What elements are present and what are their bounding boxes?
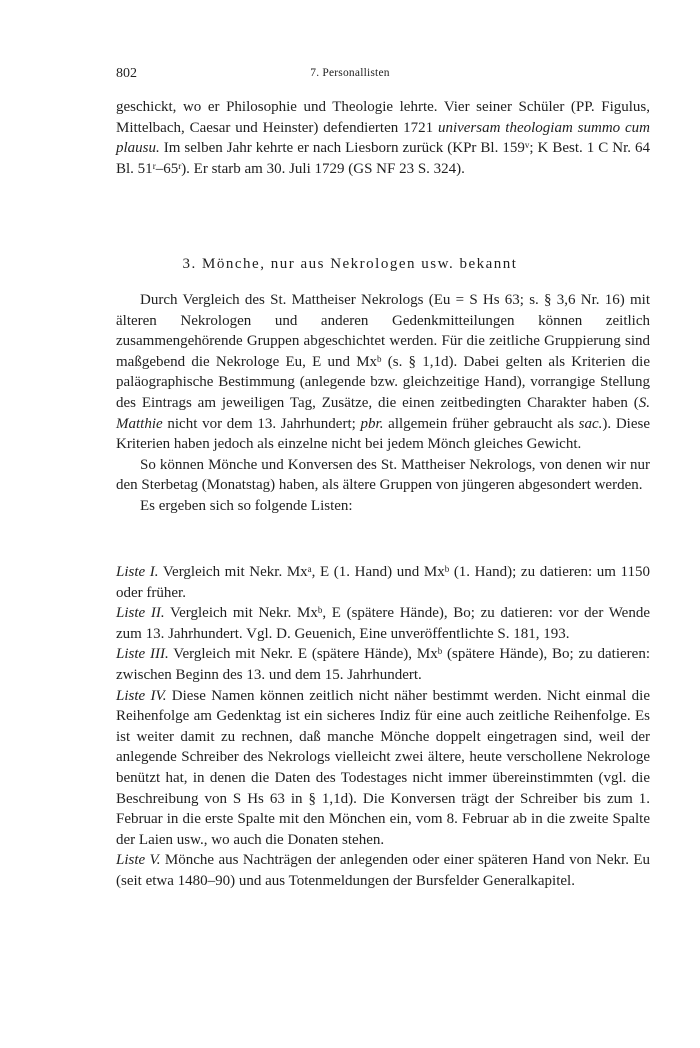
- text-run: , E (spätere Hände), Bo; zu datieren: vor der Wende zum 13. Jahrhundert. Vgl. D. Geuenich, Eine unveröffentlichte S. 181, 193.: [116, 605, 650, 642]
- text-run: (1. Hand); zu datieren: um 1150 oder früher.: [116, 564, 651, 601]
- superscript: b: [437, 646, 443, 657]
- list-label: Liste V.: [116, 852, 161, 869]
- text-run: Durch Vergleich des St. Mattheiser Nekrologs (Eu = S Hs 63; s. § 3,6 Nr. 16) mit älteren Nekrologen und anderen Gedenkmitteilungen können zeitlich zusammengehörende Gruppen abgeschichtet werden. Für die zeitliche Gruppierung sind maßgebend die Nekrologe Eu, E und Mx: [116, 292, 650, 370]
- text-run: Vergleich mit Nekr. E (spätere Hände), Mx: [168, 646, 438, 663]
- text-run: –65: [155, 160, 179, 177]
- list-item-4: [116, 686, 650, 851]
- text-run: allgemein früher gebraucht als: [383, 415, 579, 432]
- text-run: (s. § 1,1d). Dabei gelten als Kriterien die paläographische Bestimmung (anlegende bzw. gleichzeitige Hand), vorrangige Stellung des Eintrags am jeweiligen Tag, Zusätze, die einen zeitbedingten Charakter haben (: [116, 353, 650, 411]
- list-label: Liste IV.: [116, 687, 167, 704]
- list-label: Liste II.: [116, 605, 165, 622]
- list-item-5: [116, 850, 650, 891]
- superscript: v: [524, 140, 530, 151]
- superscript: a: [307, 563, 312, 574]
- list-item-3: [116, 644, 650, 685]
- text-run: nicht vor dem 13. Jahrhundert;: [162, 415, 361, 432]
- superscript: r: [152, 160, 156, 171]
- continued-paragraph: [116, 97, 650, 179]
- text-run: Vergleich mit Nekr. Mx: [164, 605, 318, 622]
- text-run: , E (1. Hand) und Mx: [311, 564, 445, 580]
- section-heading: 3. Mönche, nur aus Nekrologen usw. bekannt: [182, 256, 518, 272]
- text-run: Vergleich mit Nekr. Mx: [158, 564, 308, 580]
- page-number: 802: [116, 66, 137, 81]
- text-run: ). Diese Kriterien haben jedoch als einzelne nicht bei jedem Mönch gleiches Gewicht.: [116, 415, 650, 453]
- intro-text: [116, 290, 650, 517]
- list-label: Liste III.: [116, 646, 169, 663]
- body-paragraph: [116, 290, 650, 455]
- text-run: Diese Namen können zeitlich nicht näher bestimmt werden. Nicht einmal die Reihenfolge am Gedenktag ist ein sicheres Indiz für eine auch zeitliche Reihenfolge. Es ist weiter damit zu rechnen, daß manche Mönche doppelt eingetragen sind, weil der anlegende Schreiber des Nekrologs vielleicht zwei ältere, heute verschollene Nekrologe benützt hat, in denen die Daten des Todestages nicht immer übereinstimmten (vgl. die Beschreibung von S Hs 63 in § 1,1d). Die Konversen trägt der Schreiber bis zum 1. Februar in die erste Spalte mit den Mönchen ein, vom 8. Februar ab in die zweite Spalte der Laien usw., wo auch die Donaten stehen.: [116, 687, 650, 848]
- italic-text: pbr.: [360, 415, 384, 432]
- running-head: 7. Personallisten: [310, 67, 390, 79]
- superscript: b: [377, 353, 382, 364]
- text-run: Mönche aus Nachträgen der anlegenden oder einer späteren Hand von Nekr. Eu (seit etwa 1480–90) und aus Totenmeldungen der Bursfelder Generalkapitel.: [116, 852, 651, 889]
- body-paragraph: [116, 97, 650, 179]
- lists-section: [116, 562, 650, 892]
- text-run: Im selben Jahr kehrte er nach Liesborn zurück (KPr Bl. 159: [159, 140, 525, 157]
- list-item-2: [116, 603, 650, 644]
- superscript: b: [444, 563, 450, 574]
- superscript: r: [178, 160, 182, 171]
- body-paragraph: So können Mönche und Konversen des St. Mattheiser Nekrologs, von denen wir nur den Sterbetag (Monatstag) haben, als ältere Gruppen von jüngeren abgesondert werden.: [116, 456, 650, 494]
- text-run: (spätere Hände), Bo; zu datieren: zwischen Beginn des 13. und dem 15. Jahrhundert.: [116, 646, 650, 683]
- text-run: ). Er starb am 30. Juli 1729 (GS NF 23 S. 324).: [181, 160, 465, 177]
- list-item-1: [116, 562, 650, 603]
- text-run: geschickt, wo er Philosophie und Theologie lehrte. Vier seiner Schüler (PP. Figulus, Mittelbach, Caesar und Heinster) defendierten 1721: [116, 99, 650, 136]
- italic-text: sac.: [578, 415, 603, 432]
- body-paragraph: Es ergeben sich so folgende Listen:: [140, 497, 353, 514]
- italic-text: S. Matthie: [116, 394, 650, 432]
- list-label: Liste I.: [116, 564, 159, 580]
- superscript: b: [317, 605, 323, 616]
- text-run: ; K Best. 1 C Nr. 64 Bl. 51: [116, 140, 650, 177]
- italic-text: universam theologiam summo cum plausu.: [116, 119, 650, 157]
